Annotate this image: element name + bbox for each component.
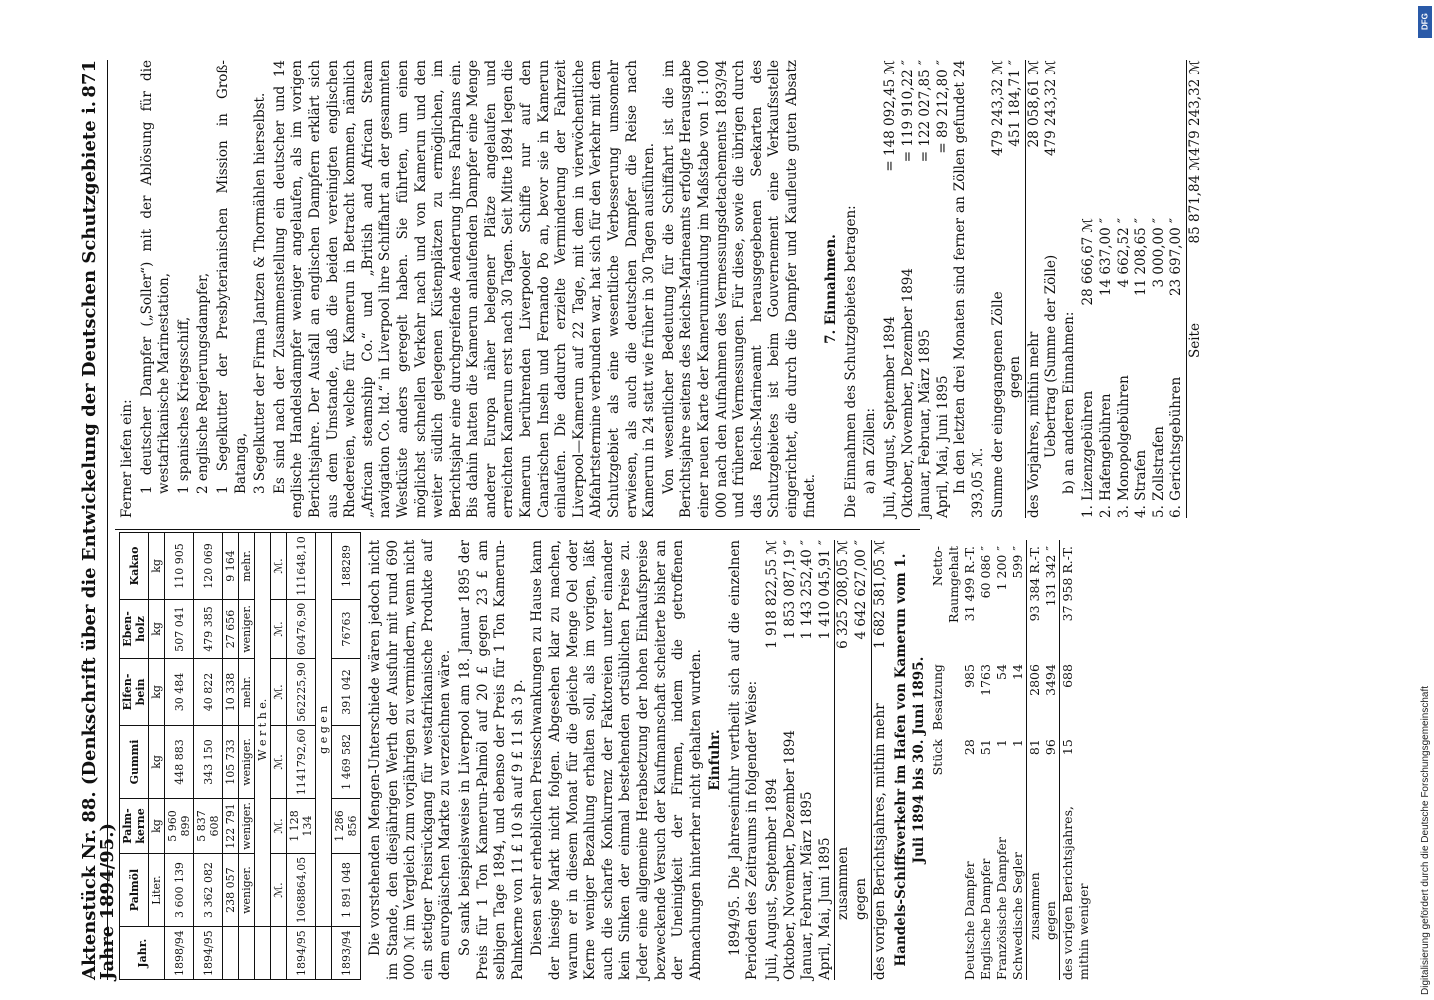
table-cell: des vorigen Berichtsjahres, mithin weniger xyxy=(1060,806,1092,980)
item-value: 479 243,32 ℳ xyxy=(1187,60,1204,157)
table-cell: 1763 xyxy=(978,664,994,696)
table-cell: Deutsche Dampfer xyxy=(962,861,978,980)
list-item xyxy=(935,60,953,518)
table-cell: 15 xyxy=(1060,739,1076,756)
table-cell: 3 362 082 xyxy=(194,853,223,926)
table-cell: 2806 xyxy=(1027,664,1043,696)
table-cell: 1068864,05 xyxy=(287,853,316,926)
table-cell: 96 xyxy=(1043,739,1059,756)
table-cell: 60476,90 xyxy=(287,599,316,659)
dfg-credit: Digitalisierung gefördert durch die Deutsche Forschungsgemeinschaft xyxy=(1420,685,1431,995)
table-cell: 1 891 048 xyxy=(332,853,361,926)
item-number: 3. xyxy=(1115,505,1132,518)
table-header: Palmöl xyxy=(120,853,149,926)
table-cell xyxy=(271,927,287,980)
zoelle-title: a) an Zöllen: xyxy=(862,407,879,494)
list-item xyxy=(834,540,853,980)
item-label: Januar, Februar, März 1895 xyxy=(799,791,816,980)
paragraph: Die vorstehenden Mengen-Unterschiede wären jedoch nicht im Stande, den diesjährigen Werth der Ausfuhr mit rund 690 000 ℳ im Vergleich zum vorjährigen zu vermindern, wenn nicht ein stetiger Preisrückgang für westafrikanische Produkte auf dem europäischen Markte zu verzeichnen wäre. xyxy=(367,540,454,980)
list-item xyxy=(1168,218,1186,518)
list-item: 1 Segelkutter der Presbyterianischen Mission in Groß-Batanga, xyxy=(214,60,249,494)
table-cell: 238 057 xyxy=(223,853,239,926)
table-cell: mehr. xyxy=(239,659,255,726)
item-value: 1 682 581,05 ℳ xyxy=(871,540,888,649)
table-header: Elfen-bein xyxy=(120,659,149,726)
item-value: 85 871,84 ℳ xyxy=(1187,156,1204,244)
table-cell: 1898/94 xyxy=(165,927,194,980)
table-header: Stück xyxy=(930,739,946,776)
table-cell: ℳ. xyxy=(271,659,287,726)
item-label: Oktober, November, Dezember 1894 xyxy=(781,730,798,980)
item-label: Strafen xyxy=(1133,449,1150,501)
item-label: Gerichtsgebühren xyxy=(1168,376,1185,501)
item-value: 479 243,32 ℳ xyxy=(1043,60,1060,157)
item-value: 1 918 822,55 ℳ xyxy=(764,540,781,649)
item-value: 14 637,00 ″ xyxy=(1098,218,1115,297)
table-cell: ℳ. xyxy=(271,533,287,600)
table-row xyxy=(332,533,361,980)
table-row xyxy=(287,533,316,980)
item-label: des Vorjahres, mithin mehr xyxy=(1025,331,1042,518)
table-cell: 1894/95 xyxy=(194,927,223,980)
table-unit: kg xyxy=(149,533,165,600)
item-value: 1 853 087,19 ″ xyxy=(781,540,798,640)
table-cell: 54 xyxy=(994,664,1010,680)
table-row xyxy=(316,533,332,980)
table-cell: 9 164 xyxy=(223,533,239,600)
table-cell: 81 xyxy=(1027,739,1043,756)
table-row xyxy=(1043,540,1059,980)
list-item xyxy=(1151,218,1169,518)
table-cell: 985 xyxy=(962,664,978,688)
table-row xyxy=(271,533,287,980)
table-cell: 479 385 xyxy=(194,599,223,659)
right-column xyxy=(119,60,1205,518)
page-number: 871 xyxy=(79,60,100,98)
paragraph: Es sind nach der Zusammenstellung ein deutscher und 14 englische Handelsdampfer weniger angelaufen, als im vorigen Berichtsjahre. Der Ausfall an englischen Dampfern erklärt sich aus dem Umstande, daß die beiden vereinigten englischen Rhedereien, welche für Kamerun in Betracht kommen, nämlich „African steamship Co.“ und „British and African Steam navigation Co. ltd.“ in Liverpool ihre Schiffahrt an der gesammten Westküste anders geregelt haben. Sie führten, um einen möglichst schnellen Verkehr nach und von Kamerun und den weiter südlich gelegenen Küstenplätzen zu ermöglichen, im Berichtsjahr eine durchgreifende Aenderung ihres Fahrplans ein. Bis dahin hatten die Kamerun anlaufenden Dampfer eine Menge anderer Europa näher belegener Plätze angelaufen und erreichten Kamerun erst nach 30 Tagen. Seit Mitte 1894 legen die Kamerun berührenden Liverpooler Schiffe nur auf den Canarischen Inseln und Fernando Po an, bevor sie in Kamerun einlaufen. Die dadurch erzielte Verminderung der Fahrzeit Liverpool—Kamerun auf 22 Tage, mit dem in vierwöchentliche Abfahrtstermine verbunden war, hat sich für den Verkehr mit dem Schutzgebiet als eine wesentliche Verbesserung umsomehr erwiesen, als auch die deutschen Dampfer die Reise nach Kamerun in 24 statt wie früher in 30 Tagen ausführen. xyxy=(271,60,658,518)
item-label: Seite xyxy=(1187,323,1204,358)
einnahmen-title: 7. Einnahmen. xyxy=(823,234,840,344)
list-item: 1 spanisches Kriegsschiff, xyxy=(175,316,192,494)
table-cell: 120 069 xyxy=(194,533,223,600)
item-value: 6 325 208,05 ℳ xyxy=(835,540,852,649)
table-cell: 14 xyxy=(1010,664,1026,680)
table-cell: 188289 xyxy=(332,533,361,600)
table-cell: Schwedische Segler xyxy=(1010,852,1026,980)
table-unit: kg xyxy=(149,725,165,798)
item-value: = 89 212,80 ″ xyxy=(934,60,951,154)
table-cell: 60 086 ″ xyxy=(978,546,994,599)
left-column xyxy=(119,536,1092,980)
table-cell: 1 128 134 xyxy=(287,799,316,854)
table-cell: weniger. xyxy=(239,799,255,854)
table-cell: 391 042 xyxy=(332,659,361,726)
item-label: Monopolgebühren xyxy=(1115,375,1132,501)
item-label: des vorigen Berichtsjahres, mithin mehr xyxy=(871,703,888,980)
zoelle-list xyxy=(882,60,952,518)
item-value: 3 000,00 ″ xyxy=(1150,218,1167,288)
item-label: Juli, August, September 1894 xyxy=(881,316,898,518)
item-value: 28 058,61 ℳ xyxy=(1025,60,1042,148)
item-label: Summe der eingegangenen Zölle xyxy=(989,291,1006,518)
item-label: zusammen xyxy=(835,846,852,920)
item-label: Oktober, November, Dezember 1894 xyxy=(899,268,916,518)
item-value: 4 642 627,00 ″ xyxy=(853,540,870,640)
table-row xyxy=(1010,540,1026,980)
table-cell: 562225,90 xyxy=(287,659,316,726)
table-cell: 1 286 856 xyxy=(332,799,361,854)
export-table xyxy=(119,532,361,980)
table-cell: 28 xyxy=(962,739,978,756)
list-item xyxy=(900,60,918,518)
gegen-label: g e g e n xyxy=(316,533,332,927)
table-cell: 76763 xyxy=(332,599,361,659)
table-header: Besatzung xyxy=(930,664,946,731)
table-cell: 51 xyxy=(978,739,994,756)
item-value: = 148 092,45 ℳ xyxy=(881,60,898,172)
table-cell: ℳ. xyxy=(271,725,287,798)
rotated-document-page xyxy=(77,60,1337,980)
item-number: 2. xyxy=(1098,505,1115,518)
list-item xyxy=(799,540,817,980)
table-unit: Liter. xyxy=(149,853,165,926)
item-label: gegen xyxy=(853,878,870,920)
table-row xyxy=(978,540,994,980)
item-value: 451 184,71 ″ xyxy=(1007,60,1024,147)
item-value: 479 243,32 ℳ xyxy=(989,60,1006,157)
einfuhr-intro: 1894/95. Die Jahreseinfuhr vertheilt sich auf die einzelnen Perioden des Zeitraums in folgender Weise: xyxy=(726,540,761,980)
table-cell: 1894/95 xyxy=(287,927,316,980)
item-label: Zollstrafen xyxy=(1150,426,1167,501)
item-value: 23 697,00 ″ xyxy=(1168,218,1185,297)
werthe-label: W e r t h e. xyxy=(255,533,271,927)
table-cell: 1141792,60 xyxy=(287,725,316,798)
table-cell: 1 xyxy=(1010,739,1026,748)
list-item xyxy=(1133,218,1151,518)
einfuhr-title: Einfuhr. xyxy=(707,729,724,791)
table-unit-row xyxy=(149,533,165,980)
table-cell: 27 656 xyxy=(223,599,239,659)
item-label: Juli, August, September 1894 xyxy=(764,778,781,980)
table-row xyxy=(962,540,978,980)
zoelle-note: In den letzten drei Monaten sind ferner an Zöllen gefundet 24 393,05 ℳ. xyxy=(952,60,986,518)
table-cell: ℳ. xyxy=(271,799,287,854)
item-value: = 119 910,22 ″ xyxy=(899,60,916,163)
table-cell: 31 499 R.-T. xyxy=(962,546,978,622)
table-cell xyxy=(255,927,271,980)
table-cell xyxy=(223,927,239,980)
paragraph: So sank beispielsweise in Liverpool am 18. Januar 1895 der Preis für 1 Ton Kamerun-Palmöl auf 20 £ gegen 23 £ am selbigen Tage 1894, und ebenso der Preis für 1 Ton Kamerun-Palmkerne von 11 £ 10 sh auf 9 £ 11 sh 3 p. xyxy=(456,540,526,980)
list-item xyxy=(990,60,1008,518)
table-cell: 122 791 xyxy=(223,799,239,854)
list-item xyxy=(871,540,890,980)
table-cell: weniger. xyxy=(239,599,255,659)
list-item: 2 englische Regierungsdampfer, xyxy=(195,272,212,494)
table-row xyxy=(194,533,223,980)
paragraph: Diesen sehr erheblichen Preisschwankungen zu Hause kann der hiesige Markt nicht folgen. Abgesehen klar zu machen, warum er in diesem Monat für die gleiche Menge Oel oder Kerne weniger Bezahlung erhalten soll, als im vorigen, läßt auch die scharfe Konkurrenz der Faktoreien unter einander kein Sinken der einmal bestehenden ortsüblichen Preise zu. Jeder eine allgemeine Herabsetzung der hohen Einkaufspreise bezweckende Versuch der Kaufmannschaft scheiterte bisher an der Uneinigkeit der Firmen, indem die getroffenen Abmachungen hinterher nicht gehalten wurden. xyxy=(529,540,704,980)
table-cell: mehr. xyxy=(239,533,255,600)
table-cell xyxy=(239,927,255,980)
item-label: April, Mai, Juni 1895 xyxy=(934,375,951,518)
table-unit: kg xyxy=(149,799,165,854)
table-header: Jahr. xyxy=(120,927,165,980)
table-cell: weniger. xyxy=(239,853,255,926)
item-value: 11 208,65 ″ xyxy=(1133,218,1150,297)
table-cell: ℳ. xyxy=(271,853,287,926)
table-cell: 688 xyxy=(1060,664,1076,688)
schiff-title: Handels-Schiffsverkehr im Hafen von Kamerun vom 1. Juli 1894 bis 30. Juni 1895. xyxy=(893,553,927,967)
table-header-row xyxy=(930,540,962,980)
table-cell xyxy=(316,927,332,980)
list-item xyxy=(853,540,871,980)
list-item xyxy=(782,540,800,980)
andere-list xyxy=(1080,218,1186,518)
table-header: Palm-kerne xyxy=(120,799,149,854)
list-item xyxy=(1025,60,1044,518)
list-item xyxy=(1116,218,1134,518)
item-number: 1. xyxy=(1080,505,1097,518)
table-cell: 131 342 ″ xyxy=(1043,546,1059,607)
item-value: 28 666,67 ℳ xyxy=(1080,218,1097,306)
schiff-table xyxy=(930,540,1092,980)
table-header-row xyxy=(120,533,149,980)
list-item xyxy=(917,60,935,518)
table-cell: 1893/94 xyxy=(332,927,361,980)
item-value: 1 410 045,91 ″ xyxy=(816,540,833,640)
item-label: Uebertrag (Summe der Zölle) xyxy=(1043,254,1060,458)
table-row xyxy=(223,533,239,980)
table-row xyxy=(165,533,194,980)
table-cell: Englische Dampfer xyxy=(978,858,994,980)
table-unit: kg xyxy=(149,599,165,659)
table-row xyxy=(255,533,271,980)
table-cell: 599 ″ xyxy=(1010,546,1026,579)
table-cell: 448 883 xyxy=(165,725,194,798)
table-row xyxy=(1059,540,1092,980)
table-cell: 93 384 R.-T. xyxy=(1027,546,1043,622)
list-item xyxy=(1043,60,1061,518)
item-value: = 122 027,85 ″ xyxy=(917,60,934,163)
list-item xyxy=(817,540,835,980)
table-header: Kakao xyxy=(120,533,149,600)
list-item: 3 Segelkutter der Firma Jantzen & Thormählen hierselbst. xyxy=(252,92,269,494)
table-cell: ℳ. xyxy=(271,599,287,659)
table-cell: 507 041 xyxy=(165,599,194,659)
table-cell: 5 960 899 xyxy=(165,799,194,854)
item-value: 4 662,52 ″ xyxy=(1115,218,1132,288)
table-cell: 1 200 ″ xyxy=(994,546,1010,591)
table-cell: 3 600 139 xyxy=(165,853,194,926)
table-header: Eben-holz xyxy=(120,599,149,659)
table-cell: weniger. xyxy=(239,725,255,798)
list-item xyxy=(1080,218,1098,518)
table-unit: kg xyxy=(149,659,165,726)
table-cell: 1 xyxy=(994,739,1010,748)
page-header xyxy=(77,60,118,980)
list-item: 1 deutscher Dampfer („Soller“) mit der Ablösung für die westafrikanische Marinestation, xyxy=(138,60,173,494)
table-cell: 111648,10 xyxy=(287,533,316,600)
table-cell: 40 822 xyxy=(194,659,223,726)
seite-row xyxy=(1186,60,1205,518)
dfg-logo: DFG xyxy=(1418,6,1432,38)
ferner-heading: Ferner liefen ein: xyxy=(119,399,135,518)
einfuhr-list xyxy=(764,540,889,980)
header-title: Aktenstück Nr. 88. (Denkschrift über die Entwickelung der Deutschen Schutzgebiete i. Jahre 1894/95.) xyxy=(79,100,118,980)
item-label: Januar, Februar, März 1895 xyxy=(917,329,934,518)
table-cell: gegen xyxy=(1043,901,1059,940)
andere-title: b) an anderen Einnahmen: xyxy=(1060,311,1077,494)
table-cell: 10 338 xyxy=(223,659,239,726)
table-cell: Französische Dampfer xyxy=(994,837,1010,980)
item-value: 1 143 252,40 ″ xyxy=(799,540,816,640)
table-cell: 37 958 R.-T. xyxy=(1060,546,1076,622)
table-cell: 343 150 xyxy=(194,725,223,798)
ferner-list xyxy=(139,60,270,518)
table-header: Gummi xyxy=(120,725,149,798)
item-label: Hafengebühren xyxy=(1098,393,1115,501)
table-cell: 5 837 608 xyxy=(194,799,223,854)
table-row xyxy=(1026,540,1043,980)
list-item xyxy=(882,60,900,518)
table-header: Netto-Raumgehalt xyxy=(930,546,962,623)
column-divider xyxy=(115,529,920,530)
table-row xyxy=(994,540,1010,980)
list-item xyxy=(1098,218,1116,518)
table-row xyxy=(239,533,255,980)
item-number: 4. xyxy=(1133,505,1150,518)
table-cell: 30 484 xyxy=(165,659,194,726)
table-cell: 110 905 xyxy=(165,533,194,600)
item-number: 5. xyxy=(1150,505,1167,518)
item-label: Lizenzgebühren xyxy=(1080,390,1097,501)
table-cell: 3494 xyxy=(1043,664,1059,696)
list-item xyxy=(1007,60,1025,518)
table-cell: 1 469 582 xyxy=(332,725,361,798)
table-cell: zusammen xyxy=(1027,872,1043,940)
list-item xyxy=(764,540,782,980)
table-header xyxy=(930,787,962,980)
einnahmen-intro: Die Einnahmen des Schutzgebietes betragen: xyxy=(842,205,859,518)
table-cell: 105 733 xyxy=(223,725,239,798)
item-number: 6. xyxy=(1168,505,1185,518)
item-label: April, Mai, Juni 1895 xyxy=(816,837,833,980)
paragraph: Von wesentlicher Bedeutung für die Schiffahrt ist die im Berichtsjahre seitens des Reichs-Marineamts erfolgte Herausgabe einer neuen Karte der Kamerunmündung im Maßstabe von 1 : 100 000 nach den Aufnahmen des Vermessungsdetachements 1893/94 und früheren Vermessungen. Für diese, sowie die übrigen durch das Reichs-Marineamt herausgegebenen Seekarten des Schutzgebietes ist beim Gouvernement eine Verkaufsstelle eingerichtet, die durch die Dampfer und Kaufleute guten Absatz findet. xyxy=(660,60,818,518)
item-label: gegen xyxy=(1007,356,1024,398)
